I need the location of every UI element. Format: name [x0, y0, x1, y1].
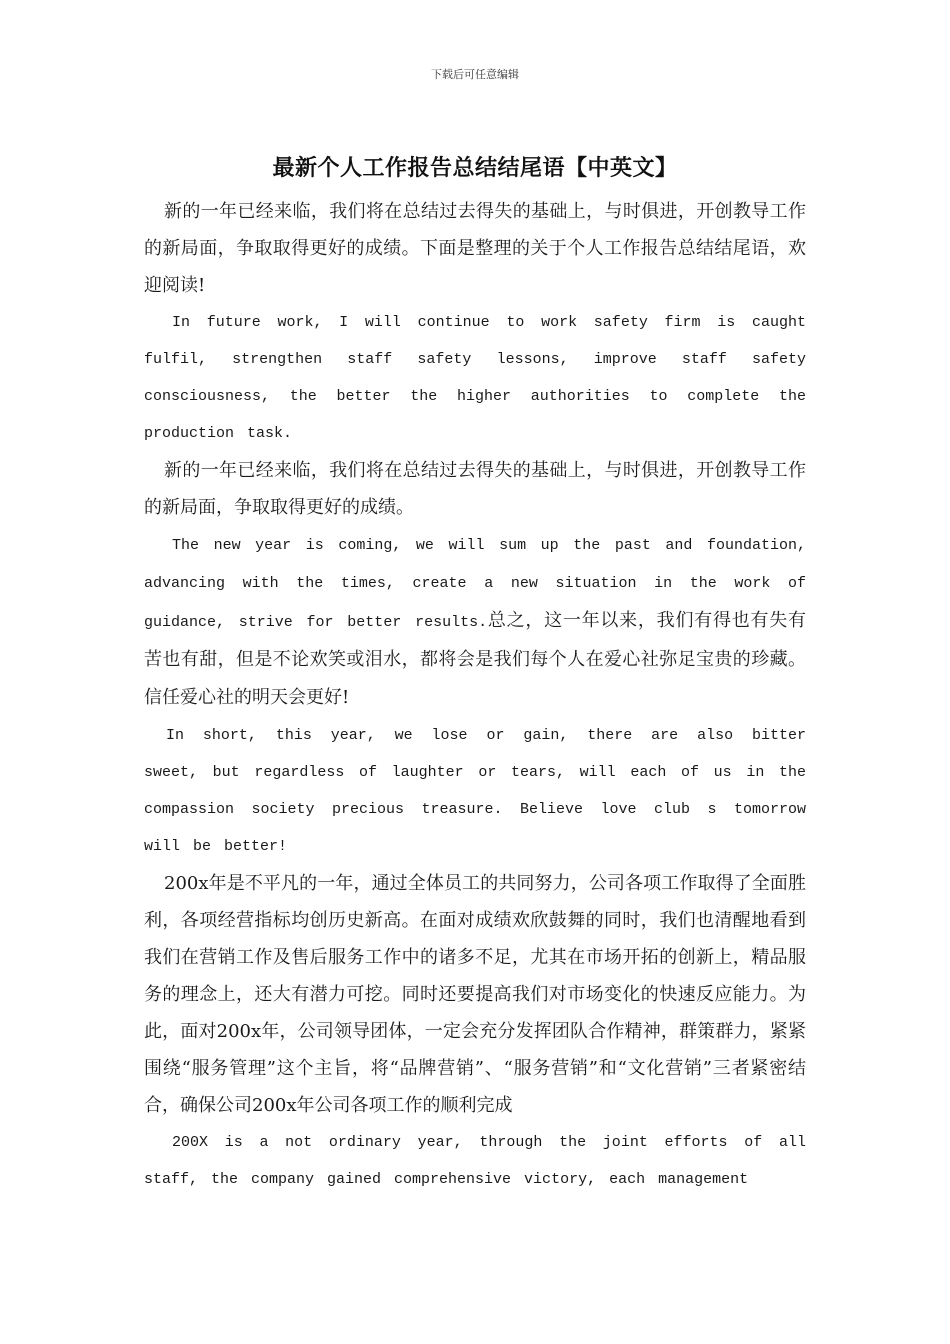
paragraph-summary-en: In short, this year, we lose or gain, there are also bitter sweet, but regardless of laughter or tears, will each of us in the compassion society precious treasure. Believe love club s tomorrow will be better!	[144, 727, 806, 855]
paragraph-new-year-zh: 新的一年已经来临，我们将在总结过去得失的基础上，与时俱进，开创教导工作的新局面，争取取得更好的成绩。	[144, 460, 806, 518]
paragraph-new-year-mixed	[144, 526, 806, 717]
header-note: 下载后可任意编辑	[431, 68, 519, 81]
paragraph-200x-zh: 200x年是不平凡的一年，通过全体员工的共同努力，公司各项工作取得了全面胜利，各项经营指标均创历史新高。在面对成绩欢欣鼓舞的同时，我们也清醒地看到我们在营销工作及售后服务工作中的诸多不足，尤其在市场开拓的创新上，精品服务的理念上，还大有潜力可挖。同时还要提高我们对市场变化的快速反应能力。为此，面对200x年，公司领导团体，一定会充分发挥团队合作精神，群策群力，紧紧围绕“服务管理”这个主旨，将“品牌营销”、“服务营销”和“文化营销”三者紧密结合，确保公司200x年公司各项工作的顺利完成	[144, 873, 806, 1116]
paragraph-summary-zh-text: 总之，这一年以来，我们有得也有失有苦也有甜，但是不论欢笑或泪水，都将会是我们每个人在爱心社弥足宝贵的珍藏。信任爱心社的明天会更好!	[144, 610, 806, 708]
paragraph-intro-zh: 新的一年已经来临，我们将在总结过去得失的基础上，与时俱进，开创教导工作的新局面，争取取得更好的成绩。下面是整理的关于个人工作报告总结结尾语，欢迎阅读!	[144, 201, 806, 296]
paragraph-200x-en: 200X is a not ordinary year, through the joint efforts of all staff, the company gained comprehensive victory, each management	[144, 1134, 806, 1188]
document-body	[144, 193, 806, 1198]
paragraph-new-year-en-text: The new year is coming, we will sum up the past and foundation, advancing with the times, create a new situation in the work of guidance, strive for better results.	[144, 537, 806, 631]
paragraph-future-work-en: In future work, I will continue to work safety firm is caught fulfil, strengthen staff safety lessons, improve staff safety consciousness, the better the higher authorities to complete the production task.	[144, 314, 806, 442]
document-title: 最新个人工作报告总结结尾语【中英文】	[272, 156, 678, 181]
